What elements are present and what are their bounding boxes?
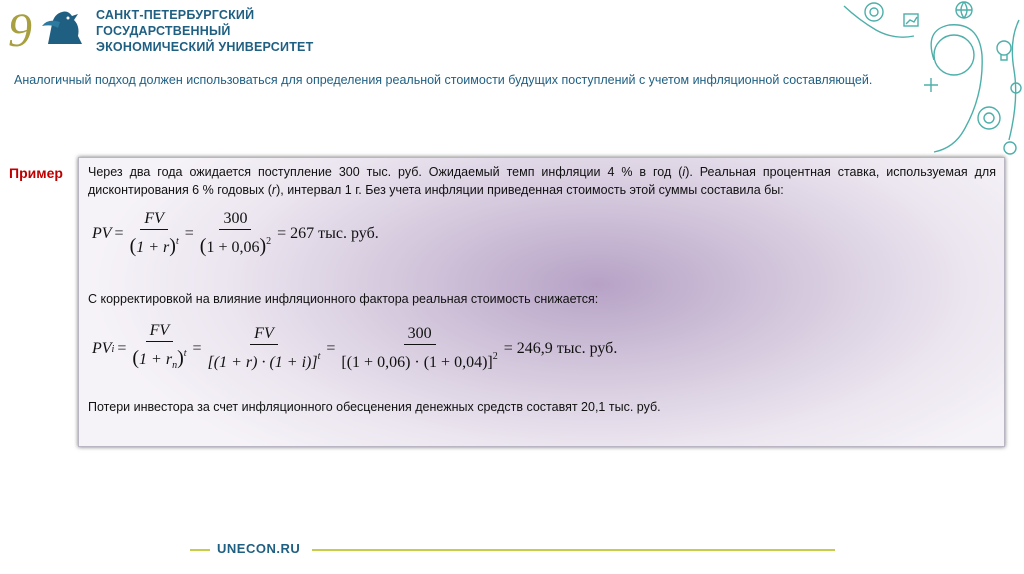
footer-divider-left	[190, 549, 210, 551]
fraction-denominator: $(1 + r)^t$	[129, 235, 179, 257]
formula-lhs: PV	[92, 340, 112, 357]
variable-i: i	[682, 165, 686, 179]
griffin-emblem-icon	[42, 12, 82, 45]
formula-lhs-subscript: i	[111, 343, 115, 355]
formula-fraction	[130, 210, 179, 258]
fraction-denominator: $(1 + 0,06)^2$	[199, 235, 272, 257]
gear-icon	[978, 107, 1000, 129]
fraction-numerator: FV	[140, 210, 168, 230]
fraction-numerator: 300	[219, 210, 251, 230]
formula-lhs: PV	[92, 225, 112, 242]
formula-fraction	[341, 325, 497, 373]
fraction-numerator: 300	[404, 325, 436, 345]
university-name-line: ГОСУДАРСТВЕННЫЙ	[96, 24, 231, 38]
formula-equals: =	[184, 225, 194, 242]
formula-result: = 267 тыс. руб.	[277, 225, 379, 242]
example-label: Пример	[9, 165, 63, 181]
example-paragraph-3: Потери инвестора за счет инфляционного обесценения денежных средств составят 20,1 тыс. руб.	[88, 400, 661, 414]
formula-equals: =	[326, 340, 336, 357]
svg-text:9: 9	[8, 6, 32, 50]
footer-site-link[interactable]: UNECON.RU	[217, 541, 301, 556]
paragraph-text: ), интервал 1 г. Без учета инфляции приведенная стоимость этой суммы составила бы:	[276, 183, 784, 197]
formula-result: = 246,9 тыс. руб.	[503, 340, 618, 357]
formula-fraction	[132, 322, 186, 376]
globe-icon	[956, 2, 972, 18]
fraction-numerator: FV	[146, 322, 174, 342]
fraction-denominator: $[(1 + r) \cdot (1 + i)]^t$	[207, 351, 321, 371]
variable-r: r	[271, 183, 277, 197]
formula-fraction	[200, 210, 271, 258]
paragraph-text: Через два года ожидается поступление 300 тыс. руб. Ожидаемый темп инфляции 4 % в год (	[88, 165, 683, 179]
university-name-line: САНКТ-ПЕТЕРБУРГСКИЙ	[96, 8, 255, 22]
fraction-denominator: $[(1 + 0,06) \cdot (1 + 0,04)]^2$	[341, 351, 498, 371]
gear-icon	[865, 3, 883, 21]
formula-pv-with-inflation	[92, 322, 617, 376]
footer-divider-right	[312, 549, 835, 551]
large-nine-outline-icon	[931, 25, 982, 152]
fraction-denominator: $(1 + r_n)^t$	[132, 347, 187, 371]
university-name	[96, 7, 313, 55]
paragraph-text: ). Реальная процентная ставка, используемая для дисконтирования 6 % годовых (	[88, 165, 996, 197]
fraction-numerator: FV	[250, 325, 278, 345]
formula-equals: =	[117, 340, 127, 357]
bulb-icon	[997, 41, 1011, 55]
formula-fraction	[208, 325, 321, 373]
intro-paragraph: Аналогичный подход должен использоваться для определения реальной стоимости будущих поступлений с учетом инфляционной составляющей.	[14, 73, 873, 87]
example-paragraph-1	[88, 163, 996, 199]
formula-pv-without-inflation	[92, 210, 379, 258]
university-name-line: ЭКОНОМИЧЕСКИЙ УНИВЕРСИТЕТ	[96, 40, 314, 54]
university-logo	[8, 6, 90, 50]
example-paragraph-2: С корректировкой на влияние инфляционного фактора реальная стоимость снижается:	[88, 292, 599, 306]
formula-equals: =	[114, 225, 124, 242]
formula-equals: =	[192, 340, 202, 357]
